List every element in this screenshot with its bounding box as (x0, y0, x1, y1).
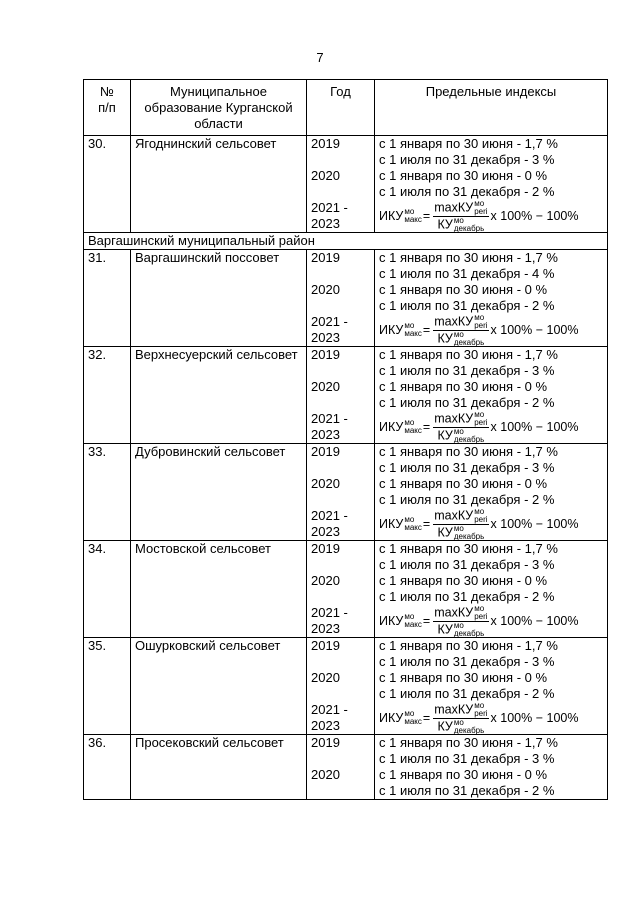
formula-denominator-indices (454, 217, 484, 233)
index-line: с 1 января по 30 июня - 1,7 % (379, 347, 558, 362)
formula-numerator-indices (474, 411, 487, 427)
formula-dekabr-sub: декабрь (453, 531, 485, 541)
year-value: 2020 (311, 476, 340, 491)
formula-mo-sup: мо (474, 312, 485, 322)
formula-denominator-indices (454, 719, 484, 735)
year-value: 2021 - 2023 (311, 411, 348, 442)
formula-mo-sup: мо (404, 612, 415, 621)
index-line: с 1 января по 30 июня - 0 % (379, 168, 548, 183)
formula-mo-sup: мо (404, 207, 415, 216)
formula-equals: = (422, 711, 431, 725)
formula-mo-sup: мо (453, 426, 464, 436)
year-cell (307, 444, 375, 541)
municipality-name: Ягоднинский сельсовет (131, 136, 307, 233)
formula-iku: ИКУ (379, 420, 404, 434)
formula-iku-indices (404, 613, 422, 629)
table-header-row (84, 80, 608, 136)
formula-fraction (433, 508, 488, 541)
index-formula (379, 314, 603, 346)
municipality-name: Просековский сельсовет (131, 735, 307, 800)
header-year (307, 80, 375, 136)
formula-tail: x 100% − 100% (490, 711, 579, 725)
indices-cell (375, 735, 608, 800)
table-body (84, 136, 608, 800)
row-number: 30. (84, 136, 131, 233)
formula-iku: ИКУ (379, 614, 404, 628)
index-line: с 1 июля по 31 декабря - 3 % (379, 654, 555, 669)
formula-fraction (433, 314, 488, 347)
year-cell (307, 347, 375, 444)
year-cell (307, 735, 375, 800)
formula-peri-sub: peri (474, 514, 488, 524)
formula-peri-sub: peri (474, 320, 488, 330)
year-value: 2019 (311, 347, 340, 362)
year-value: 2019 (311, 735, 340, 750)
year-value: 2020 (311, 168, 340, 183)
formula-iku-indices (404, 710, 422, 726)
municipality-name: Варгашинский поссовет (131, 250, 307, 347)
formula-mo-sup: мо (404, 418, 415, 427)
index-line: с 1 июля по 31 декабря - 2 % (379, 783, 555, 798)
row-number: 32. (84, 347, 131, 444)
year-value: 2019 (311, 638, 340, 653)
indices-cell (375, 250, 608, 347)
formula-denominator (437, 719, 484, 735)
formula-ku: КУ (437, 621, 453, 636)
index-formula (379, 702, 603, 734)
year-value: 2020 (311, 282, 340, 297)
formula-numerator (433, 411, 488, 428)
index-line: с 1 июля по 31 декабря - 2 % (379, 395, 555, 410)
formula-equals: = (422, 614, 431, 628)
formula-numerator-indices (474, 314, 487, 330)
formula-maks-sub: макс (404, 329, 422, 338)
formula-max-ku: maxКУ (434, 701, 474, 716)
formula-denominator-indices (454, 622, 484, 638)
formula-dekabr-sub: декабрь (453, 434, 485, 444)
formula-iku-indices (404, 208, 422, 224)
year-value: 2021 - 2023 (311, 605, 348, 636)
formula-tail: x 100% − 100% (490, 323, 579, 337)
table-row (84, 444, 608, 541)
formula-fraction (433, 702, 488, 735)
index-line: с 1 января по 30 июня - 1,7 % (379, 444, 558, 459)
formula-denominator (437, 217, 484, 233)
formula-numerator (433, 314, 488, 331)
formula-denominator (437, 525, 484, 541)
region-row (84, 233, 608, 250)
formula-max-ku: maxКУ (434, 199, 474, 214)
index-line: с 1 января по 30 июня - 1,7 % (379, 136, 558, 151)
formula-mo-sup: мо (404, 515, 415, 524)
indices-cell (375, 136, 608, 233)
table-row (84, 136, 608, 233)
formula-tail: x 100% − 100% (490, 420, 579, 434)
formula-denominator (437, 622, 484, 638)
year-value: 2021 - 2023 (311, 702, 348, 733)
indices-cell (375, 347, 608, 444)
formula-mo-sup: мо (474, 506, 485, 516)
formula-mo-sup: мо (474, 198, 485, 208)
index-line: с 1 января по 30 июня - 0 % (379, 476, 548, 491)
index-formula (379, 200, 603, 232)
formula-equals: = (422, 323, 431, 337)
formula-mo-sup: мо (474, 409, 485, 419)
year-value: 2019 (311, 541, 340, 556)
year-value: 2021 - 2023 (311, 314, 348, 345)
table-row (84, 735, 608, 800)
table-row (84, 250, 608, 347)
formula-mo-sup: мо (453, 717, 464, 727)
year-cell (307, 638, 375, 735)
limit-indices-table (83, 79, 608, 800)
region-name: Варгашинский муниципальный район (84, 233, 608, 250)
formula-numerator (433, 605, 488, 622)
index-line: с 1 июля по 31 декабря - 3 % (379, 751, 555, 766)
formula-dekabr-sub: декабрь (453, 628, 485, 638)
formula-peri-sub: peri (474, 417, 488, 427)
index-line: с 1 января по 30 июня - 0 % (379, 282, 548, 297)
municipality-name: Верхнесуерский сельсовет (131, 347, 307, 444)
formula-mo-sup: мо (453, 620, 464, 630)
page-number: 7 (316, 50, 324, 65)
index-line: с 1 июля по 31 декабря - 4 % (379, 266, 555, 281)
header-name (131, 80, 307, 136)
formula-mo-sup: мо (453, 329, 464, 339)
formula-fraction (433, 200, 488, 233)
year-cell (307, 541, 375, 638)
index-line: с 1 июля по 31 декабря - 2 % (379, 184, 555, 199)
formula-ku: КУ (437, 718, 453, 733)
municipality-name: Мостовской сельсовет (131, 541, 307, 638)
formula-denominator-indices (454, 331, 484, 347)
index-line: с 1 июля по 31 декабря - 3 % (379, 152, 555, 167)
formula-denominator-indices (454, 525, 484, 541)
formula-numerator-indices (474, 200, 487, 216)
formula-maks-sub: макс (404, 523, 422, 532)
row-number: 34. (84, 541, 131, 638)
formula-maks-sub: макс (404, 717, 422, 726)
formula-mo-sup: мо (453, 523, 464, 533)
header-indices-label: Предельные индексы (425, 84, 557, 99)
index-formula (379, 605, 603, 637)
formula-numerator (433, 508, 488, 525)
index-line: с 1 июля по 31 декабря - 3 % (379, 557, 555, 572)
formula-numerator-indices (474, 605, 487, 621)
formula-iku-indices (404, 322, 422, 338)
formula-peri-sub: peri (474, 611, 488, 621)
row-number: 33. (84, 444, 131, 541)
formula-denominator-indices (454, 428, 484, 444)
formula-numerator (433, 702, 488, 719)
formula-maks-sub: макс (404, 620, 422, 629)
table-row (84, 347, 608, 444)
row-number: 36. (84, 735, 131, 800)
formula-mo-sup: мо (404, 321, 415, 330)
formula-numerator (433, 200, 488, 217)
index-formula (379, 411, 603, 443)
year-value: 2019 (311, 250, 340, 265)
header-year-label: Год (330, 84, 351, 99)
table-row (84, 541, 608, 638)
row-number: 35. (84, 638, 131, 735)
index-line: с 1 января по 30 июня - 0 % (379, 379, 548, 394)
formula-iku-indices (404, 419, 422, 435)
formula-peri-sub: peri (474, 206, 488, 216)
formula-tail: x 100% − 100% (490, 517, 579, 531)
year-value: 2020 (311, 670, 340, 685)
formula-dekabr-sub: декабрь (453, 223, 485, 233)
index-line: с 1 января по 30 июня - 0 % (379, 670, 548, 685)
formula-numerator-indices (474, 508, 487, 524)
year-cell (307, 136, 375, 233)
formula-numerator-indices (474, 702, 487, 718)
indices-cell (375, 541, 608, 638)
formula-tail: x 100% − 100% (490, 614, 579, 628)
header-num (84, 80, 131, 136)
formula-peri-sub: peri (474, 708, 488, 718)
index-line: с 1 июля по 31 декабря - 2 % (379, 686, 555, 701)
index-line: с 1 июля по 31 декабря - 2 % (379, 589, 555, 604)
formula-dekabr-sub: декабрь (453, 725, 485, 735)
index-line: с 1 января по 30 июня - 1,7 % (379, 638, 558, 653)
formula-max-ku: maxКУ (434, 604, 474, 619)
formula-equals: = (422, 517, 431, 531)
year-value: 2019 (311, 444, 340, 459)
year-value: 2020 (311, 573, 340, 588)
indices-cell (375, 638, 608, 735)
table-row (84, 638, 608, 735)
formula-ku: КУ (437, 427, 453, 442)
index-line: с 1 января по 30 июня - 0 % (379, 573, 548, 588)
formula-ku: КУ (437, 216, 453, 231)
indices-cell (375, 444, 608, 541)
year-value: 2021 - 2023 (311, 508, 348, 539)
index-line: с 1 января по 30 июня - 1,7 % (379, 735, 558, 750)
formula-maks-sub: макс (404, 426, 422, 435)
formula-denominator (437, 428, 484, 444)
formula-iku: ИКУ (379, 711, 404, 725)
year-value: 2020 (311, 767, 340, 782)
formula-mo-sup: мо (453, 215, 464, 225)
formula-iku-indices (404, 516, 422, 532)
formula-max-ku: maxКУ (434, 410, 474, 425)
index-line: с 1 января по 30 июня - 1,7 % (379, 250, 558, 265)
formula-fraction (433, 605, 488, 638)
formula-mo-sup: мо (474, 603, 485, 613)
formula-max-ku: maxКУ (434, 313, 474, 328)
year-value: 2019 (311, 136, 340, 151)
index-line: с 1 января по 30 июня - 1,7 % (379, 541, 558, 556)
row-number: 31. (84, 250, 131, 347)
index-line: с 1 июля по 31 декабря - 3 % (379, 363, 555, 378)
index-line: с 1 января по 30 июня - 0 % (379, 767, 548, 782)
header-name-label: Муниципальное образование Курганской области (144, 84, 293, 131)
formula-equals: = (422, 209, 431, 223)
formula-iku: ИКУ (379, 517, 404, 531)
formula-ku: КУ (437, 524, 453, 539)
index-line: с 1 июля по 31 декабря - 2 % (379, 492, 555, 507)
formula-fraction (433, 411, 488, 444)
formula-equals: = (422, 420, 431, 434)
formula-denominator (437, 331, 484, 347)
formula-tail: x 100% − 100% (490, 209, 579, 223)
formula-ku: КУ (437, 330, 453, 345)
formula-mo-sup: мо (404, 709, 415, 718)
formula-maks-sub: макс (404, 215, 422, 224)
formula-max-ku: maxКУ (434, 507, 474, 522)
formula-iku: ИКУ (379, 209, 404, 223)
header-num-label: № п/п (98, 84, 116, 115)
formula-dekabr-sub: декабрь (453, 337, 485, 347)
formula-mo-sup: мо (474, 700, 485, 710)
year-value: 2021 - 2023 (311, 200, 348, 231)
municipality-name: Дубровинский сельсовет (131, 444, 307, 541)
index-line: с 1 июля по 31 декабря - 2 % (379, 298, 555, 313)
index-formula (379, 508, 603, 540)
formula-iku: ИКУ (379, 323, 404, 337)
index-line: с 1 июля по 31 декабря - 3 % (379, 460, 555, 475)
year-cell (307, 250, 375, 347)
header-indices (375, 80, 608, 136)
municipality-name: Ошурковский сельсовет (131, 638, 307, 735)
year-value: 2020 (311, 379, 340, 394)
